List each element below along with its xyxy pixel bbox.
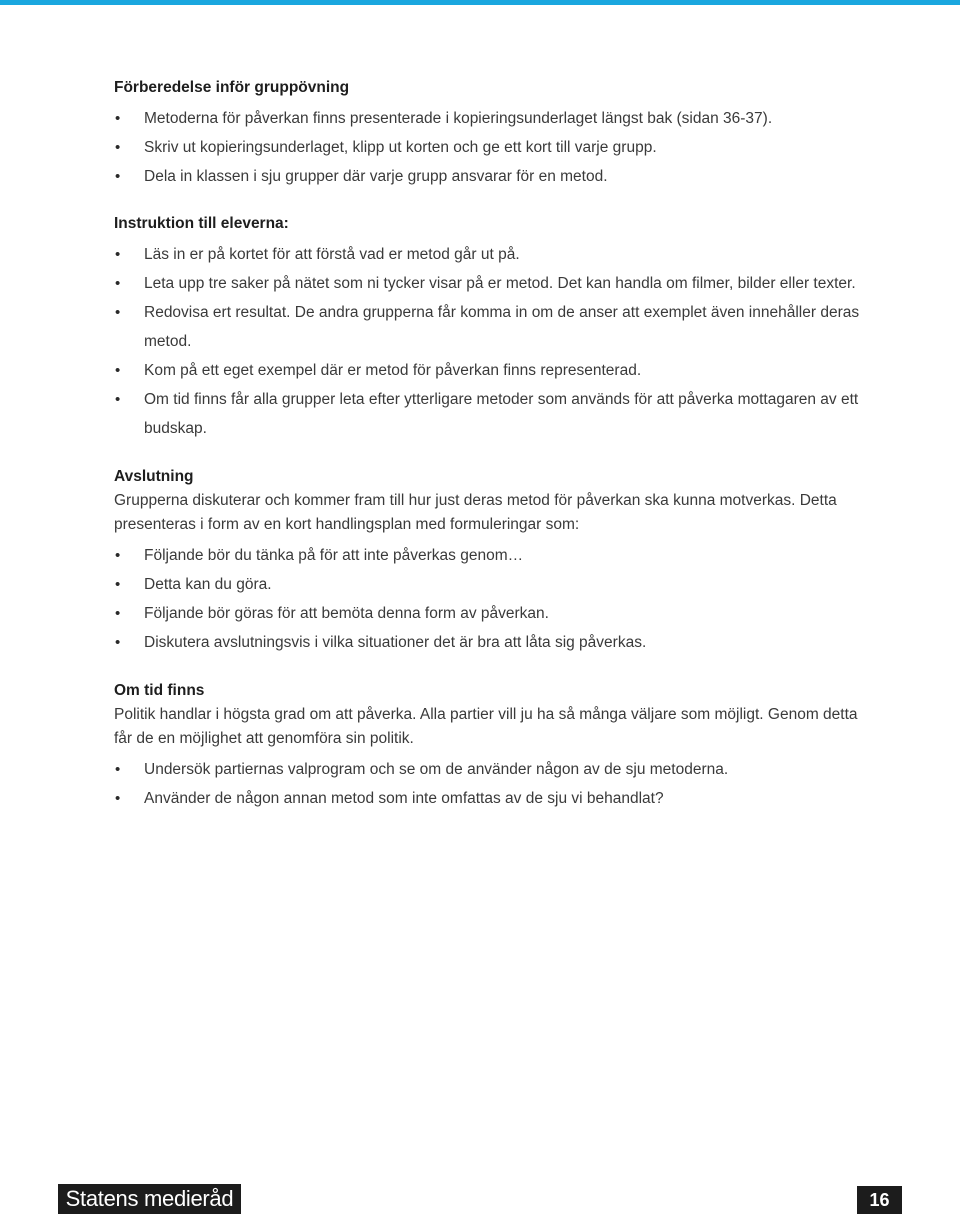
- list-item-text: Redovisa ert resultat. De andra grupperna får komma in om de anser att exemplet även innehåller deras metod.: [144, 304, 860, 350]
- section-intro: Grupperna diskuterar och kommer fram till hur just deras metod för påverkan ska kunna motverkas. Detta presenteras i form av en kort handlingsplan med formuleringar som:: [114, 492, 837, 533]
- section-if-time: [114, 679, 874, 813]
- list-item-text: Läs in er på kortet för att förstå vad er metod går ut på.: [144, 246, 520, 263]
- section-heading: Avslutning: [114, 468, 194, 485]
- list-item: [114, 298, 874, 356]
- list-item: [114, 628, 874, 657]
- list-item: [114, 570, 874, 599]
- list-item-text: Skriv ut kopieringsunderlaget, klipp ut korten och ge ett kort till varje grupp.: [144, 139, 657, 156]
- bullet-icon: •: [115, 304, 121, 321]
- list-item-text: Om tid finns får alla grupper leta efter ytterligare metoder som används för att påverka mottagaren av ett budskap.: [144, 391, 859, 437]
- bullet-icon: •: [115, 168, 121, 185]
- section-preparation: [114, 76, 874, 191]
- list-item: [114, 755, 874, 784]
- bullet-icon: •: [115, 139, 121, 156]
- list-item: [114, 599, 874, 628]
- list-item: [114, 133, 874, 162]
- list-item-text: Följande bör göras för att bemöta denna form av påverkan.: [144, 605, 549, 622]
- list-item-text: Metoderna för påverkan finns presenterade i kopieringsunderlaget längst bak (sidan 36-37).: [144, 110, 773, 127]
- page-number-badge: 16: [857, 1186, 902, 1214]
- list-item: [114, 240, 874, 269]
- list-item: [114, 541, 874, 570]
- list-item: [114, 784, 874, 813]
- list-item-text: Använder de någon annan metod som inte omfattas av de sju vi behandlat?: [144, 790, 664, 807]
- list-item-text: Följande bör du tänka på för att inte påverkas genom…: [144, 547, 524, 564]
- statens-medierad-logo: Statens medieråd: [58, 1184, 241, 1214]
- page-content: [114, 76, 874, 813]
- section-conclusion: [114, 465, 874, 657]
- list-item: [114, 385, 874, 443]
- section-instructions: [114, 212, 874, 443]
- bullet-icon: •: [115, 362, 121, 379]
- bullet-icon: •: [115, 275, 121, 292]
- bullet-icon: •: [115, 391, 121, 408]
- list-item: [114, 269, 874, 298]
- list-item-text: Undersök partiernas valprogram och se om de använder någon av de sju metoderna.: [144, 761, 729, 778]
- section-heading: Förberedelse inför gruppövning: [114, 79, 350, 96]
- bullet-icon: •: [115, 246, 121, 263]
- bullet-icon: •: [115, 761, 121, 778]
- list-item-text: Dela in klassen i sju grupper där varje grupp ansvarar för en metod.: [144, 168, 608, 185]
- top-accent-bar: [0, 0, 960, 5]
- section-intro: Politik handlar i högsta grad om att påverka. Alla partier vill ju ha så många väljare som möjligt. Genom detta får de en möjlighet att genomföra sin politik.: [114, 706, 858, 747]
- bullet-icon: •: [115, 110, 121, 127]
- bullet-icon: •: [115, 634, 121, 651]
- list-item: [114, 162, 874, 191]
- list-item: [114, 356, 874, 385]
- bullet-list: [114, 104, 874, 191]
- bullet-list: [114, 541, 874, 657]
- bullet-list: [114, 240, 874, 443]
- list-item: [114, 104, 874, 133]
- bullet-icon: •: [115, 576, 121, 593]
- bullet-icon: •: [115, 547, 121, 564]
- list-item-text: Leta upp tre saker på nätet som ni tycker visar på er metod. Det kan handla om filmer, bilder eller texter.: [144, 275, 856, 292]
- section-heading: Instruktion till eleverna:: [114, 215, 289, 232]
- section-heading: Om tid finns: [114, 682, 205, 699]
- list-item-text: Kom på ett eget exempel där er metod för påverkan finns representerad.: [144, 362, 642, 379]
- bullet-list: [114, 755, 874, 813]
- list-item-text: Diskutera avslutningsvis i vilka situationer det är bra att låta sig påverkas.: [144, 634, 647, 651]
- bullet-icon: •: [115, 790, 121, 807]
- list-item-text: Detta kan du göra.: [144, 576, 272, 593]
- bullet-icon: •: [115, 605, 121, 622]
